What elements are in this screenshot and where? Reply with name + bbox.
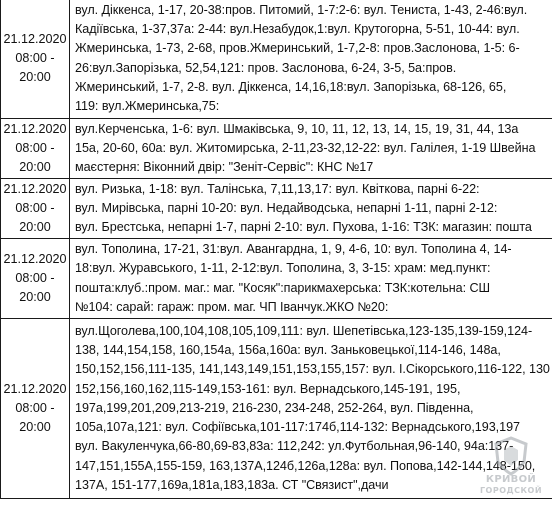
date-text: 21.12.2020 bbox=[3, 121, 67, 136]
time-to-text: 20:00 bbox=[19, 160, 51, 175]
address-line: 152,156,160,162,115-149,153-161: вул. Вернадського,145-191, 195, bbox=[75, 381, 461, 396]
address-line: вул. Мирівська, парні 10-20: вул. Недайводська, непарні 1-11, парні 2-12: bbox=[75, 200, 498, 215]
date-time-cell bbox=[1, 319, 70, 499]
table-row bbox=[1, 319, 552, 499]
address-line: пошта:клуб.:пром. маг.: маг. "Косяк":парикмахерська: ТЗК:котельна: СШ bbox=[75, 280, 491, 295]
date-text: 21.12.2020 bbox=[3, 251, 67, 266]
address-cell bbox=[70, 239, 552, 319]
address-line: 138, 144,154,158, 160,154а, 156а,160а: вул. Заньковецької,114-146, 148а, bbox=[75, 342, 501, 357]
time-to-text: 20:00 bbox=[19, 420, 51, 435]
address-cell bbox=[70, 179, 552, 239]
date-time-cell bbox=[1, 0, 70, 119]
time-from-text: 08:00 - bbox=[15, 140, 55, 155]
date-text: 21.12.2020 bbox=[3, 181, 67, 196]
address-line: вул. Ризька, 1-18: вул. Талінська, 7,11,13,17: вул. Квіткова, парні 6-22: bbox=[75, 181, 480, 196]
address-line: 147,151,155А,155-159, 163,137А,124б,126а,128а: вул. Попова,142-144,148-150, bbox=[75, 458, 536, 473]
address-line: вул. Тополина, 17-21, 31:вул. Авангардна, 1, 9, 4-6, 10: вул. Тополина 4, 14- bbox=[75, 241, 512, 256]
address-line: вул. Брестська, непарні 1-7, парні 2-10: вул. Пухова, 1-16: ТЗК: магазин: пошта bbox=[75, 220, 532, 235]
address-line: 105а,107а,121: вул. Софіївська,101-117:174б,114-132: Вернадського,193,197 bbox=[75, 420, 520, 435]
address-cell bbox=[70, 0, 552, 119]
address-line: 26:вул.Запорізька, 52,54,121: пров. Заслонова, 6-24, 3-5, 5а:пров. bbox=[75, 60, 457, 75]
time-to-text: 20:00 bbox=[19, 290, 51, 305]
date-text: 21.12.2020 bbox=[3, 31, 67, 46]
address-cell bbox=[70, 119, 552, 179]
address-line: 119: вул.Жмеринська,75: bbox=[75, 99, 220, 114]
address-line: маєстерня: Віконний двір: "Зеніт-Сервіс": КНС №17 bbox=[75, 160, 374, 175]
watermark-text-line2: ГОРОДСКОЙ bbox=[479, 486, 543, 495]
address-line: Жмеринська, 1-73, 2-68, пров.Жмеринський, 1-7,2-8: пров.Заслонова, 1-5: 6- bbox=[75, 41, 520, 56]
address-line: 137А, 151-177,169а,181а,183,183а. СТ "Связист",дачи bbox=[75, 478, 389, 493]
address-line: Жмеринський, 1-7, 2-8. вул. Діккенса, 14,16,18:вул. Запорізька, 68-126, 65, bbox=[75, 79, 507, 94]
address-line: вул.Щоголева,100,104,108,105,109,111: вул. Шепетівська,123-135,139-159,124- bbox=[75, 323, 533, 338]
table-row bbox=[1, 119, 552, 179]
time-to-text: 20:00 bbox=[19, 220, 51, 235]
address-cell bbox=[70, 319, 552, 499]
address-line: 15а, 20-60, 60а: вул. Житомирська, 2-11,23-32,12-22: вул. Галілея, 1-19 Швейна bbox=[75, 140, 536, 155]
time-from-text: 08:00 - bbox=[15, 200, 55, 215]
time-from-text: 08:00 - bbox=[15, 270, 55, 285]
time-to-text: 20:00 bbox=[19, 70, 51, 85]
date-time-cell bbox=[1, 179, 70, 239]
address-line: 197а,199,201,209,213-219, 216-230, 234-248, 252-264, вул. Південна, bbox=[75, 400, 474, 415]
address-line: №104: сарай: гараж: пром. маг. ЧП Іванчук.ЖКО №20: bbox=[75, 299, 389, 314]
date-text: 21.12.2020 bbox=[3, 381, 67, 396]
address-line: 18:вул. Журавського, 1-11, 2-12:вул. Тополина, 3, 3-15: храм: мед.пункт: bbox=[75, 261, 491, 276]
watermark-text-line1: КРИВОЙ bbox=[485, 474, 537, 485]
date-time-cell bbox=[1, 119, 70, 179]
table-row bbox=[1, 0, 552, 119]
address-line: вул. Вакуленчука,66-80,69-83,83а: 112,242: ул.Футбольная,96-140, 94а:137- bbox=[75, 439, 514, 454]
time-from-text: 08:00 - bbox=[15, 400, 55, 415]
date-time-cell bbox=[1, 239, 70, 319]
address-line: вул.Керченська, 1-6: вул. Шмаківська, 9, 10, 11, 12, 13, 14, 15, 19, 31, 44, 13а bbox=[75, 121, 519, 136]
table-row bbox=[1, 239, 552, 319]
address-line: вул. Діккенса, 1-17, 20-38:пров. Питомий, 1-7:2-6: вул. Тениста, 1-43, 2-46:вул. bbox=[75, 2, 528, 17]
time-from-text: 08:00 - bbox=[15, 50, 55, 65]
address-line: 150,152,156,111-135, 141,143,149,151,153,155,157: вул. І.Сікорського,116-122, 130 bbox=[75, 362, 550, 377]
address-line: Кадіївська, 1-37,37а: 2-44: вул.Незабудок,1:вул. Крутогорна, 5-51, 10-44: вул. bbox=[75, 21, 520, 36]
table-row bbox=[1, 179, 552, 239]
